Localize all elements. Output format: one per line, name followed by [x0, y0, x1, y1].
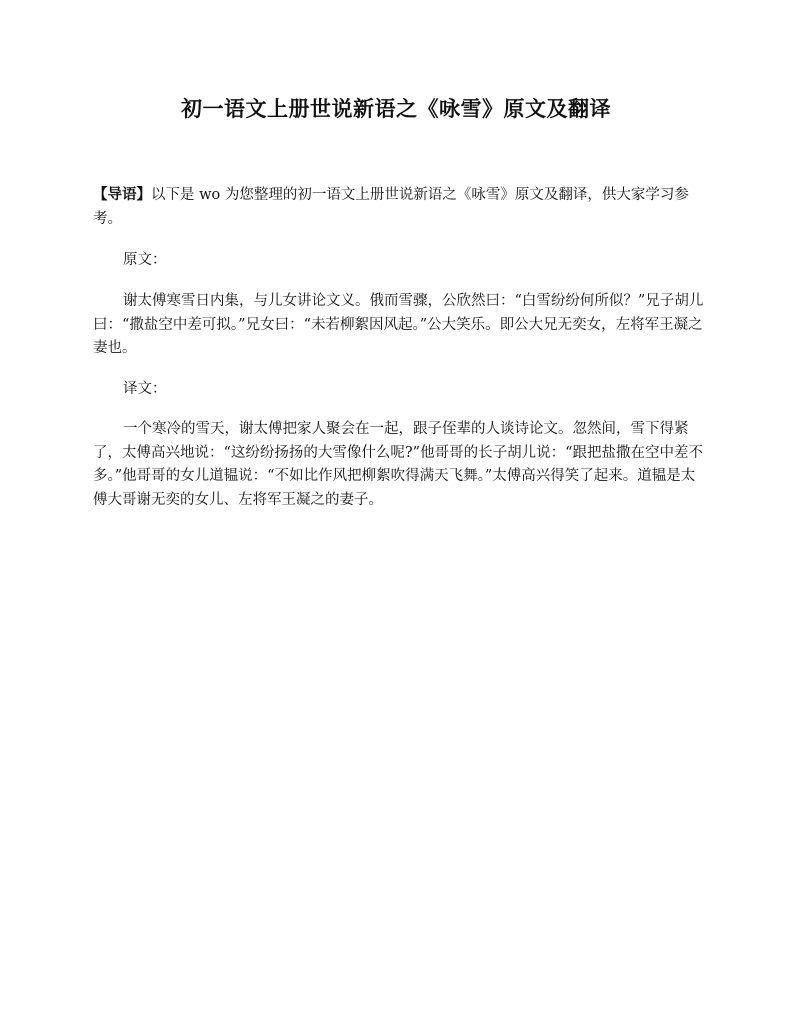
intro-paragraph — [93, 183, 705, 231]
original-text: 谢太傅寒雪日内集，与儿女讲论文义。俄而雪骤，公欣然曰：“白雪纷纷何所似？”兄子胡儿曰：“撒盐空中差可拟。”兄女曰：“未若柳絮因风起。”公大笑乐。即公大兄无奕女，左将军王凝之妻也。 — [93, 293, 704, 356]
intro-text: 以下是 wo 为您整理的初一语文上册世说新语之《咏雪》原文及翻译，供大家学习参考。 — [93, 187, 689, 227]
document-title: 初一语文上册世说新语之《咏雪》原文及翻译 — [181, 96, 611, 121]
translation-label: 译文： — [123, 381, 167, 397]
intro-lead: 【导语】 — [93, 186, 151, 203]
original-label: 原文： — [123, 252, 167, 268]
translation-text: 一个寒冷的雪天，谢太傅把家人聚会在一起，跟子侄辈的人谈诗论文。忽然间，雪下得紧了，太傅高兴地说：“这纷纷扬扬的大雪像什么呢?”他哥哥的长子胡儿说：“跟把盐撒在空中差不多。”他哥哥的女儿道韫说：“不如比作风把柳絮吹得满天飞舞。”太傅高兴得笑了起来。道韫是太傅大哥谢无奕的女儿、左将军王凝之的妻子。 — [93, 421, 704, 508]
